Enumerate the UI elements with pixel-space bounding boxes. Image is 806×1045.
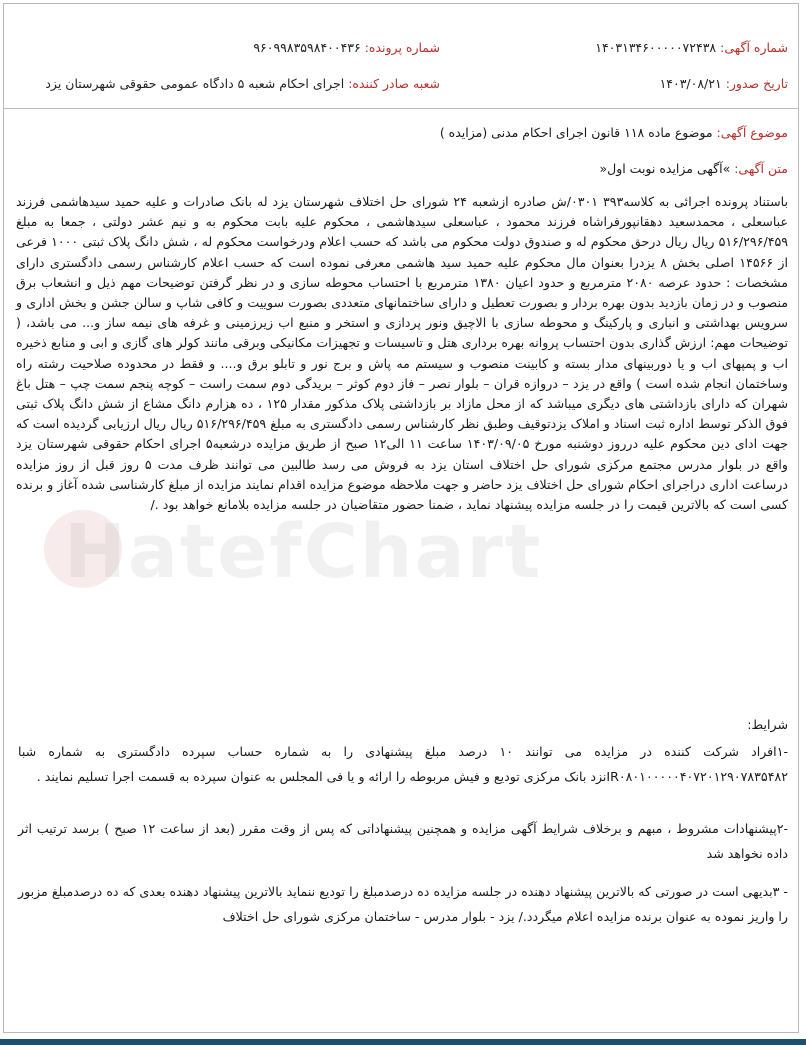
ad-number-value: ۱۴۰۳۱۳۴۶۰۰۰۰۰۷۲۴۳۸ xyxy=(595,40,717,55)
watermark-logo-icon xyxy=(44,510,122,588)
condition-item-3: - ۳بدیهی است در صورتی که بالاترین پیشنهاد دهنده در جلسه مزایده ده درصدمبلغ را تودیع ننماید بالاترین پیشنهاد دهنده بعدی که ده درصدمبلغ مزبور را واریز نموده به عنوان برنده مزایده اعلام میگردد./ یزد - بلوار مدرس - ساختمان مرکزی شورای حل اختلاف xyxy=(18,884,788,924)
notice-body xyxy=(16,192,788,515)
issuing-branch-value: اجرای احکام شعبه ۵ دادگاه عمومی حقوقی شهرستان یزد xyxy=(45,76,345,91)
issuing-branch xyxy=(45,76,440,91)
notice-text-title: »آگهی مزایده نوبت اول« xyxy=(599,161,731,176)
case-number xyxy=(253,40,440,55)
header-divider xyxy=(4,108,798,109)
ad-number xyxy=(595,40,788,55)
notice-text-heading xyxy=(599,161,788,176)
issue-date-label: تاریخ صدور: xyxy=(725,76,788,91)
bottom-bar xyxy=(0,1039,806,1045)
condition-item-2: -۲پیشنهادات مشروط ، مبهم و برخلاف شرایط آگهی مزایده و همچنین پیشنهاداتی که پس از وقت مقرر (بعد از ساعت ۱۲ صبح ) برسد ترتیب اثر داده نخواهد شد xyxy=(18,821,789,861)
case-number-label: شماره پرونده: xyxy=(364,40,440,55)
notice-subject xyxy=(440,125,788,140)
issue-date xyxy=(660,76,788,91)
case-number-value: ۹۶۰۹۹۸۳۵۹۸۴۰۰۴۳۶ xyxy=(253,40,361,55)
notice-frame xyxy=(3,3,799,1033)
issue-date-value: ۱۴۰۳/۰۸/۲۱ xyxy=(659,76,722,91)
watermark: HatefChart xyxy=(64,509,543,595)
subject-value: موضوع ماده ۱۱۸ قانون اجرای احکام مدنی (مزایده ) xyxy=(439,125,713,140)
condition-item-1: -۱افراد شرکت کننده در مزایده می توانند ۱۰ درصد مبلغ پیشنهادی را به شماره حساب سپرده دادگستری به شماره شبا IR۰۸۰۱۰۰۰۰۰۴۰۷۲۰۱۲۹۰۷۸۳۵۴۸۲نزد بانک مرکزی توديع و فیش مربوطه را ارائه و یا فی المجلس به عنوان سپرده به قسمت اجرا تسلیم نمایند . xyxy=(18,744,788,784)
notice-body-text: باستناد پرونده اجرائی به کلاسه۳۹۳ ۰۳۰۱/ش صادره ازشعبه ۲۴ شورای حل اختلاف شهرستان یزد له بانک صادرات و علیه حمید سیدهاشمی فرزند عباسعلی ، محمدسعید دهقانپورفراشاه فرزند محمود ، عباسعلی سیدهاشمی ، محکوم علیه بابت محکوم به و نیم عشر دولتی ، جمعا به مبلغ ۵۱۶/۲۹۶/۴۵۹ ریال ریال درحق محکوم له و صندوق دولت محکوم می باشد که حسب اعلام ودرخواست محکوم له ، شش دانگ پلاک ثبتی ۱۰۰۰ فرعی از ۱۴۵۶۶ اصلی بخش ۸ یزدرا بعنوان مال محکوم علیه حمید سید هاشمی معرفی نموده است که حسب اعلام کارشناس رسمی دادگستری دارای مشخصات : حدود عرصه ۲۰۸۰ مترمربع و حدود اعیان ۱۳۸۰ مترمربع با احتساب محوطه سازی و در نظر گرفتن توضیحات مهم ذیل و انشعاب برق منصوب و در زمان بازدید بدون بهره بردار و بصورت تعطیل و دارای ساختمانهای متعددی بصورت سوییت و کافی شاپ و سالن جشن و بخش اداری و سرویس بهداشتی و انباری و پارکینگ و محوطه سازی با الاچیق ونور پردازی و استخر و منبع اب زیرزمینی و غرفه های نیمه ساز و... می باشد، ( توضیحات مهم: ارزش گذاری بدون احتساب پروانه بهره برداری هتل و تاسیسات و تجهیزات مکانیکی وبرقی مانند کولر های گازی و ابی و منابع ذخیره اب و پمپهای اب و یا دوربینهای مدار بسته و کابینت منصوب و سیستم مه پاش و برج نور و تابلو برق و.... و فقط در محدوده صلاحیت رشته راه وساختمان انجام شده است ) واقع در یزد – دروازه قران – بلوار نصر – فاز دوم کوثر – بریدگی دوم سمت راست – کوچه پنجم سمت چپ – هتل باغ شهران که دارای بازداشتی های دیگری میباشد که از محل مازاد بر بازداشتی پلاک مذکور مقدار ۱۲۵ ، ده هزارم دانگ مشاع از شش دانگ پلاک ثبتی فوق الذکر توسط اداره ثبت اسناد و املاک یزدتوقیف وطبق نظر کارشناس رسمی دادگستری به مبلغ ۵۱۶/۲۹۶/۴۵۹ ریال ریال ارزیابی گردیده است که جهت ادای دین محکوم علیه درروز دوشنبه مورخ ۱۴۰۳/۰۹/۰۵ ساعت ۱۱ الی۱۲ صبح از طریق مزایده درشعبه۵ اجرای احکام حقوقی شهرستان یزد واقع در بلوار مدرس مجتمع مرکزی شورای حل اختلاف استان یزد به فروش می رسد طالبین می توانند ظرف مدت ۵ روز قبل از روز مزایده درساعت اداری دراجرای احکام شورای حل اختلاف یزد حاضر و جهت ملاحظه موضوع مزایده اقدام نمایند مزایده از مبلغ کارشناسی شده آغاز و برنده کسی است که بالاترین قیمت را در جلسه مزایده پیشنهاد نماید ، ضمنا حضور متقاضیان در جلسه مزایده بلامانع خواهد بود ./ xyxy=(16,194,789,513)
conditions-title: شرایط: xyxy=(747,717,788,732)
notice-header xyxy=(4,4,798,102)
issuing-branch-label: شعبه صادر کننده: xyxy=(348,76,440,91)
subject-label: موضوع آگهی: xyxy=(716,125,788,140)
notice-text-label: متن آگهی: xyxy=(734,161,788,176)
ad-number-label: شماره آگهی: xyxy=(720,40,788,55)
